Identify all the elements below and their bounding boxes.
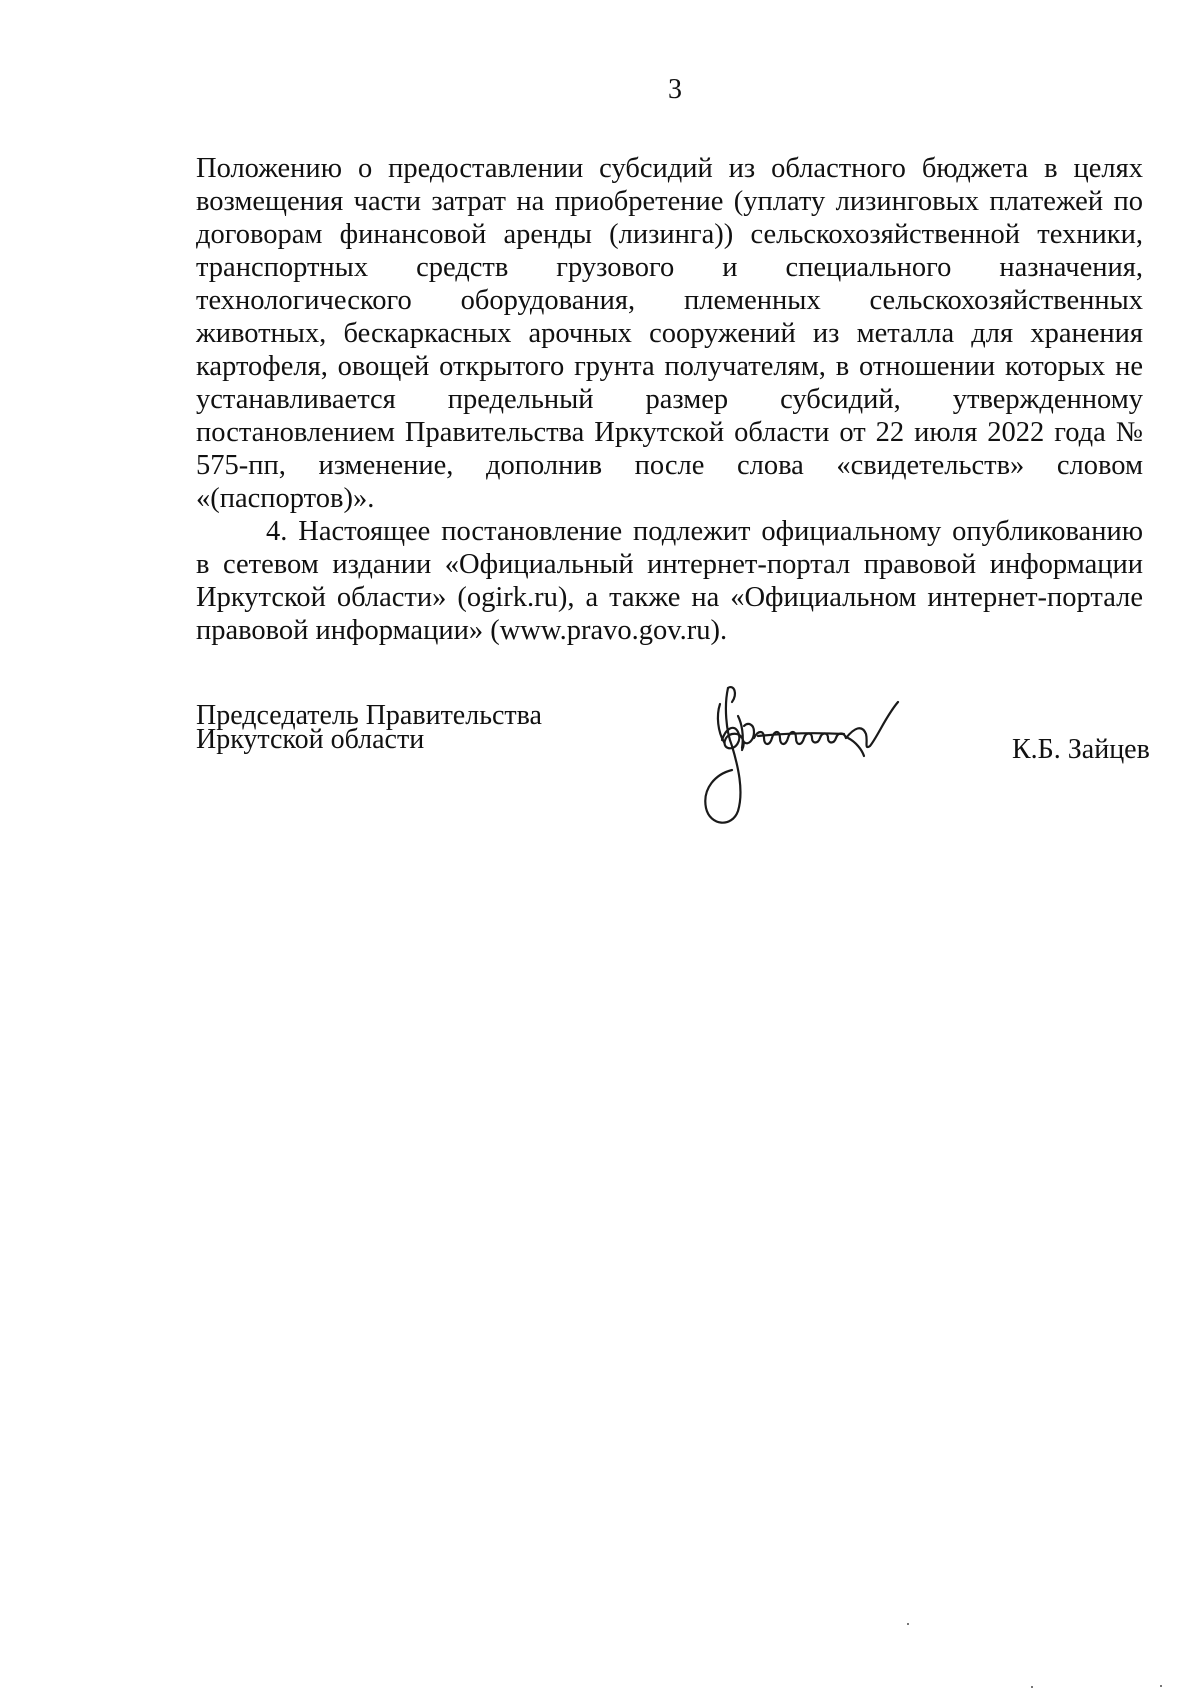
- handwritten-signature: [698, 676, 948, 836]
- signatory-name: К.Б. Зайцев: [1012, 734, 1150, 765]
- paragraph-continuation: Положению о предоставлении субсидий из областного бюджета в целях возмещения части затрат на приобретение (уплату лизинговых платежей по договорам финансовой аренды (лизинга)) сельскохозяйственной техники, транспортных средств грузового и специального назначения, технологического оборудования, племенных сельскохозяйственных животных, бескаркасных арочных сооружений из металла для хранения картофеля, овощей открытого грунта получателям, в отношении которых не устанавливается предельный размер субсидий, утвержденному постановлением Правительства Иркутской области от 22 июля 2022 года № 575-пп, изменение, дополнив после слова «свидетельств» словом «(паспортов)».: [196, 153, 1143, 514]
- scan-speck: [1160, 1685, 1162, 1687]
- signatory-position: [196, 700, 542, 755]
- scan-speck: [1031, 1686, 1033, 1688]
- document-body: [196, 152, 1143, 647]
- paragraph-item-4: 4. Настоящее постановление подлежит официальному опубликованию в сетевом издании «Официальный интернет-портал правовой информации Иркутской области» (ogirk.ru), а также на «Официальном интернет-портале правовой информации» (www.pravo.gov.ru).: [196, 516, 1143, 646]
- page-number: 3: [668, 74, 682, 105]
- signatory-position-line-2: Иркутской области: [196, 724, 425, 755]
- scan-speck: [907, 1623, 909, 1625]
- signatory-position-line-1: Председатель Правительства: [196, 700, 542, 731]
